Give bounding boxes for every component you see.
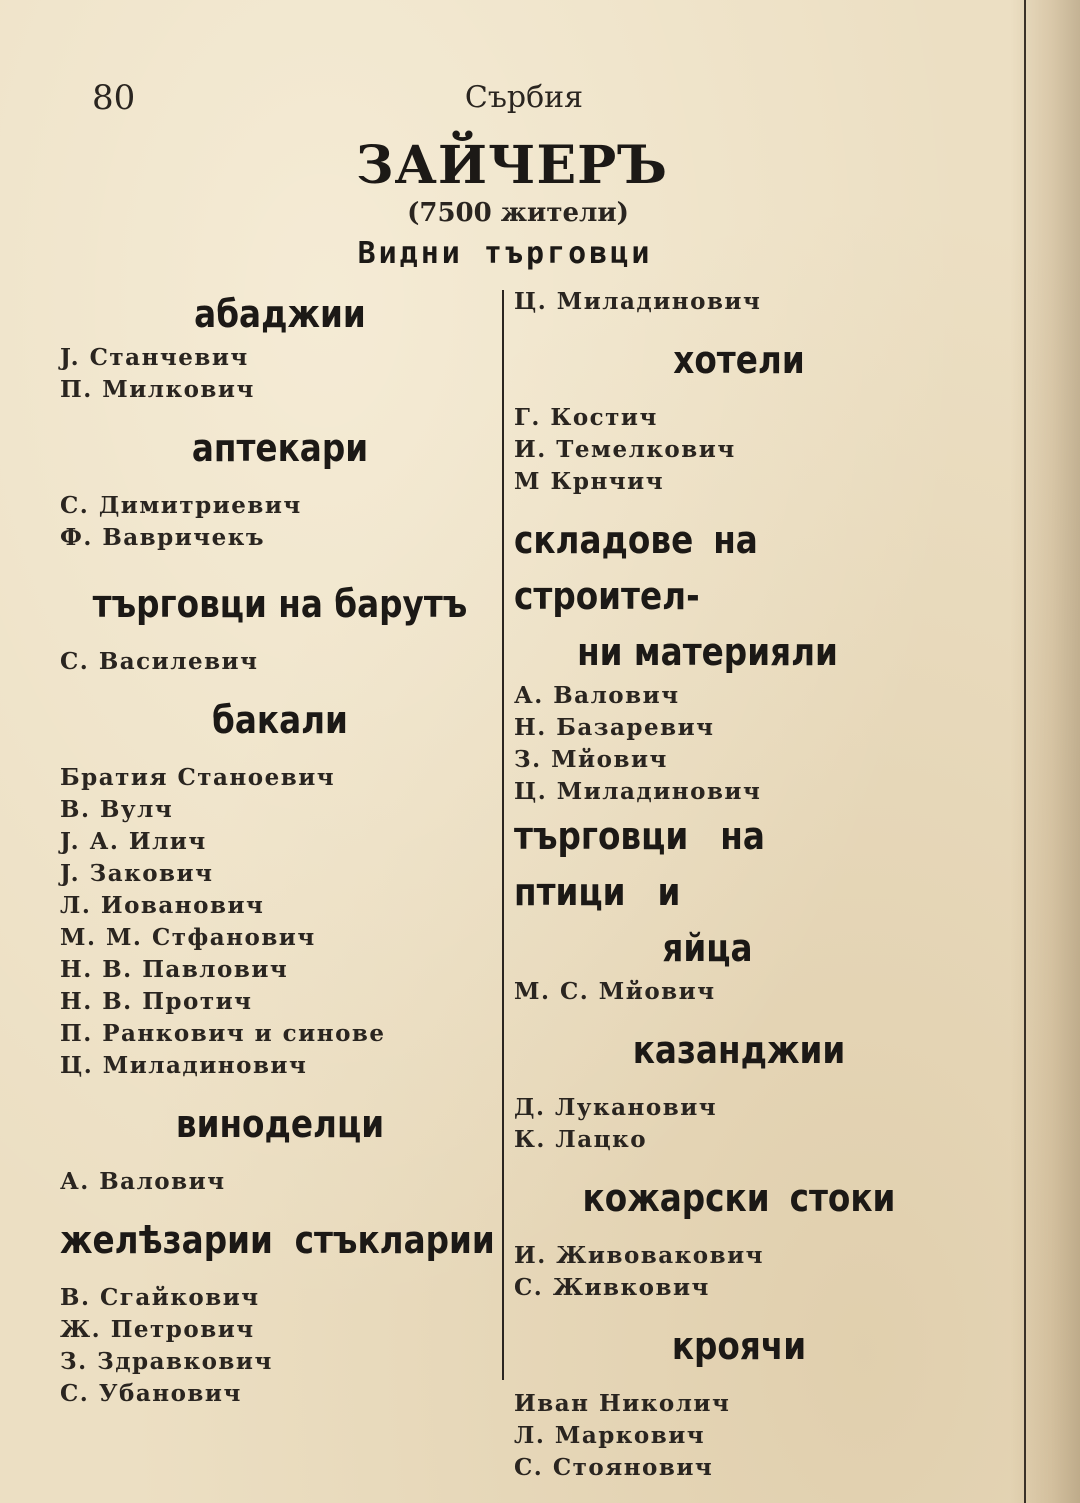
merchant-entry: С. Стоянович bbox=[514, 1454, 714, 1481]
category-heading: кожарски стоки bbox=[582, 1176, 896, 1220]
merchant-entry: И. Темелкович bbox=[514, 436, 736, 463]
merchant-entry: Ж. Петрович bbox=[60, 1316, 255, 1343]
category-heading: аптекари bbox=[191, 426, 369, 470]
merchant-entry: З. Мйович bbox=[514, 746, 668, 773]
merchant-entry: М. М. Стфанович bbox=[60, 924, 316, 951]
category-heading: виноделци bbox=[175, 1102, 385, 1146]
merchant-entry: J. Станчевич bbox=[60, 344, 249, 371]
merchant-entry: Иван Николич bbox=[514, 1390, 731, 1417]
merchant-entry: Н. В. Павлович bbox=[60, 956, 289, 983]
merchant-entry: Н. В. Протич bbox=[60, 988, 253, 1015]
category-heading: бакали bbox=[212, 698, 348, 742]
merchant-entry: А. Валович bbox=[60, 1168, 226, 1195]
right-column bbox=[514, 286, 964, 1484]
merchant-entry: Братия Станоевич bbox=[60, 764, 336, 791]
merchant-entry: М Крнчич bbox=[514, 468, 665, 495]
category-heading-line: яйца bbox=[662, 926, 753, 970]
merchant-entry: В. Сгайкович bbox=[60, 1284, 260, 1311]
merchant-entry: В. Вулч bbox=[60, 796, 174, 823]
category-heading-line: складове на строител- bbox=[514, 518, 758, 618]
merchant-entry: М. С. Мйович bbox=[514, 978, 716, 1005]
page-number: 80 bbox=[92, 78, 136, 118]
column-divider bbox=[502, 290, 504, 1380]
merchant-entry: Ф. Вавричекъ bbox=[60, 524, 266, 551]
category-heading: абаджии bbox=[194, 292, 366, 336]
section-title: Видни търговци bbox=[357, 236, 653, 271]
merchant-entry: С. Василевич bbox=[60, 648, 259, 675]
category-heading bbox=[514, 512, 901, 680]
merchant-entry: Г. Костич bbox=[514, 404, 658, 431]
category-heading bbox=[514, 808, 901, 976]
category-heading: търговци на барутъ bbox=[92, 582, 468, 626]
merchant-entry: J. Закович bbox=[60, 860, 214, 887]
merchant-entry: П. Милкович bbox=[60, 376, 255, 403]
merchant-entry: С. Убанович bbox=[60, 1380, 242, 1407]
category-heading: желѣзарии стъкларии bbox=[60, 1218, 495, 1262]
merchant-entry: К. Лацко bbox=[514, 1126, 648, 1153]
population-note: (7500 жители) bbox=[407, 198, 629, 228]
merchant-entry: Л. Маркович bbox=[514, 1422, 706, 1449]
left-column bbox=[60, 286, 500, 1410]
category-heading-line: ни материяли bbox=[577, 630, 838, 674]
merchant-entry: И. Живовакович bbox=[514, 1242, 765, 1269]
merchant-entry: П. Ранкович и синове bbox=[60, 1020, 386, 1047]
merchant-entry: J. А. Илич bbox=[60, 828, 207, 855]
merchant-entry: Л. Иованович bbox=[60, 892, 265, 919]
merchant-entry: Н. Базаревич bbox=[514, 714, 715, 741]
category-heading: казанджии bbox=[632, 1028, 846, 1072]
merchant-entry: З. Здравкович bbox=[60, 1348, 273, 1375]
merchant-entry: Ц. Миладинович bbox=[60, 1052, 308, 1079]
merchant-entry: С. Живкович bbox=[514, 1274, 710, 1301]
running-head: Сърбия bbox=[464, 80, 584, 115]
merchant-entry: С. Димитриевич bbox=[60, 492, 302, 519]
category-heading: кроячи bbox=[671, 1324, 807, 1368]
merchant-entry: Ц. Миладинович bbox=[514, 778, 762, 805]
category-heading: хотели bbox=[673, 338, 805, 382]
city-title: ЗАЙЧЕРЪ bbox=[356, 135, 668, 196]
merchant-entry: Ц. Миладинович bbox=[514, 288, 762, 315]
category-heading-line: търговци на птици и bbox=[514, 814, 765, 914]
merchant-entry: Д. Луканович bbox=[514, 1094, 718, 1121]
merchant-entry: А. Валович bbox=[514, 682, 680, 709]
